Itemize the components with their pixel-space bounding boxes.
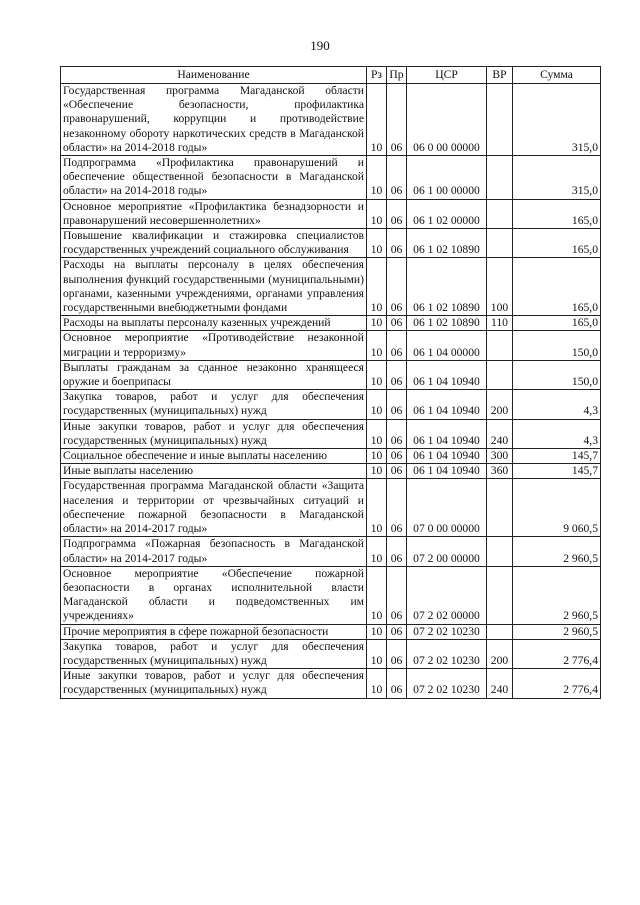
- row-rz: 10: [367, 669, 387, 698]
- row-csr: 06 1 04 10940: [407, 449, 487, 464]
- row-rz: 10: [367, 258, 387, 316]
- row-rz: 10: [367, 229, 387, 258]
- table-header-row: [61, 67, 601, 84]
- row-name: Повышение квалификации и стажировка специалистов государственных учреждений социального обслуживания: [61, 229, 367, 258]
- table-row: [61, 316, 601, 331]
- row-sum: 150,0: [513, 331, 601, 360]
- row-vr: 200: [487, 390, 513, 419]
- row-csr: 06 1 00 00000: [407, 156, 487, 200]
- page-number: 190: [310, 38, 330, 53]
- row-csr: 07 2 02 00000: [407, 566, 487, 624]
- row-name: Иные выплаты населению: [61, 464, 367, 479]
- row-pr: 06: [387, 258, 407, 316]
- row-name: Расходы на выплаты персоналу в целях обеспечения выполнения функций государственными (муниципальными) органами, казенными учреждениями, органами управления государственными внебюджетными фондами: [61, 258, 367, 316]
- row-rz: 10: [367, 566, 387, 624]
- table-row: [61, 229, 601, 258]
- row-pr: 06: [387, 390, 407, 419]
- row-sum: 165,0: [513, 316, 601, 331]
- row-csr: 06 1 02 00000: [407, 199, 487, 228]
- row-csr: 07 0 00 00000: [407, 479, 487, 537]
- table-row: [61, 156, 601, 200]
- row-sum: 165,0: [513, 258, 601, 316]
- row-sum: 9 060,5: [513, 479, 601, 537]
- row-pr: 06: [387, 84, 407, 156]
- row-pr: 06: [387, 624, 407, 639]
- row-sum: 2 960,5: [513, 624, 601, 639]
- row-vr: 360: [487, 464, 513, 479]
- table-row: [61, 258, 601, 316]
- row-name: Выплаты гражданам за сданное незаконно хранящееся оружие и боеприпасы: [61, 360, 367, 389]
- row-vr: [487, 84, 513, 156]
- row-rz: 10: [367, 479, 387, 537]
- table-row: [61, 669, 601, 698]
- row-vr: 110: [487, 316, 513, 331]
- row-pr: 06: [387, 419, 407, 448]
- row-pr: 06: [387, 156, 407, 200]
- table-row: [61, 464, 601, 479]
- row-pr: 06: [387, 316, 407, 331]
- header-sum: Сумма: [513, 67, 601, 84]
- row-vr: [487, 199, 513, 228]
- row-name: Прочие мероприятия в сфере пожарной безопасности: [61, 624, 367, 639]
- row-rz: 10: [367, 419, 387, 448]
- row-vr: [487, 624, 513, 639]
- row-csr: 06 1 02 10890: [407, 258, 487, 316]
- table-row: [61, 566, 601, 624]
- row-name: Основное мероприятие «Профилактика безнадзорности и правонарушений несовершеннолетних»: [61, 199, 367, 228]
- row-name: Социальное обеспечение и иные выплаты населению: [61, 449, 367, 464]
- table-row: [61, 624, 601, 639]
- row-rz: 10: [367, 464, 387, 479]
- row-pr: 06: [387, 331, 407, 360]
- table-row: [61, 199, 601, 228]
- header-name: Наименование: [61, 67, 367, 84]
- row-csr: 06 1 04 10940: [407, 390, 487, 419]
- row-name: Закупка товаров, работ и услуг для обеспечения государственных (муниципальных) нужд: [61, 390, 367, 419]
- row-csr: 06 1 04 10940: [407, 419, 487, 448]
- row-name: Расходы на выплаты персоналу казенных учреждений: [61, 316, 367, 331]
- row-vr: [487, 537, 513, 566]
- table-row: [61, 419, 601, 448]
- row-vr: [487, 360, 513, 389]
- row-csr: 07 2 00 00000: [407, 537, 487, 566]
- row-sum: 315,0: [513, 156, 601, 200]
- row-vr: 300: [487, 449, 513, 464]
- row-rz: 10: [367, 316, 387, 331]
- table-row: [61, 639, 601, 668]
- row-sum: 145,7: [513, 464, 601, 479]
- row-pr: 06: [387, 479, 407, 537]
- row-pr: 06: [387, 229, 407, 258]
- row-rz: 10: [367, 624, 387, 639]
- row-rz: 10: [367, 331, 387, 360]
- row-csr: 06 1 02 10890: [407, 229, 487, 258]
- row-name: Основное мероприятие «Противодействие незаконной миграции и терроризму»: [61, 331, 367, 360]
- row-rz: 10: [367, 199, 387, 228]
- row-rz: 10: [367, 537, 387, 566]
- table-row: [61, 537, 601, 566]
- row-rz: 10: [367, 449, 387, 464]
- row-pr: 06: [387, 360, 407, 389]
- row-csr: 07 2 02 10230: [407, 669, 487, 698]
- row-vr: [487, 229, 513, 258]
- row-pr: 06: [387, 464, 407, 479]
- row-sum: 2 960,5: [513, 566, 601, 624]
- table-row: [61, 331, 601, 360]
- row-csr: 06 1 04 00000: [407, 331, 487, 360]
- row-sum: 4,3: [513, 390, 601, 419]
- row-pr: 06: [387, 537, 407, 566]
- row-name: Иные закупки товаров, работ и услуг для обеспечения государственных (муниципальных) нужд: [61, 419, 367, 448]
- header-vr: ВР: [487, 67, 513, 84]
- row-sum: 315,0: [513, 84, 601, 156]
- row-rz: 10: [367, 639, 387, 668]
- row-rz: 10: [367, 156, 387, 200]
- row-vr: 200: [487, 639, 513, 668]
- row-name: Иные закупки товаров, работ и услуг для обеспечения государственных (муниципальных) нужд: [61, 669, 367, 698]
- row-rz: 10: [367, 360, 387, 389]
- row-sum: 145,7: [513, 449, 601, 464]
- table-row: [61, 449, 601, 464]
- row-name: Основное мероприятие «Обеспечение пожарной безопасности в органах исполнительной власти Магаданской области и подведомственных им учреждениях»: [61, 566, 367, 624]
- header-rz: Рз: [367, 67, 387, 84]
- row-sum: 165,0: [513, 199, 601, 228]
- row-csr: 06 1 04 10940: [407, 464, 487, 479]
- row-vr: [487, 479, 513, 537]
- row-vr: [487, 566, 513, 624]
- row-pr: 06: [387, 566, 407, 624]
- row-vr: 240: [487, 419, 513, 448]
- header-pr: Пр: [387, 67, 407, 84]
- row-pr: 06: [387, 449, 407, 464]
- table-row: [61, 479, 601, 537]
- row-sum: 2 776,4: [513, 669, 601, 698]
- row-csr: 07 2 02 10230: [407, 639, 487, 668]
- row-sum: 150,0: [513, 360, 601, 389]
- row-sum: 165,0: [513, 229, 601, 258]
- table-row: [61, 360, 601, 389]
- row-vr: 240: [487, 669, 513, 698]
- row-name: Подпрограмма «Профилактика правонарушений и обеспечение общественной безопасности в Магаданской области» на 2014-2018 годы»: [61, 156, 367, 200]
- row-name: Закупка товаров, работ и услуг для обеспечения государственных (муниципальных) нужд: [61, 639, 367, 668]
- row-sum: 2 776,4: [513, 639, 601, 668]
- row-vr: 100: [487, 258, 513, 316]
- table-row: [61, 390, 601, 419]
- row-pr: 06: [387, 639, 407, 668]
- row-vr: [487, 156, 513, 200]
- row-rz: 10: [367, 390, 387, 419]
- row-pr: 06: [387, 199, 407, 228]
- budget-table: [60, 66, 601, 699]
- row-vr: [487, 331, 513, 360]
- row-sum: 2 960,5: [513, 537, 601, 566]
- row-rz: 10: [367, 84, 387, 156]
- table-row: [61, 84, 601, 156]
- row-name: Государственная программа Магаданской области «Обеспечение безопасности, профилактика правонарушений, коррупции и противодействие незаконному обороту наркотических средств в Магаданской области» на 2014-2018 годы»: [61, 84, 367, 156]
- row-sum: 4,3: [513, 419, 601, 448]
- row-pr: 06: [387, 669, 407, 698]
- header-csr: ЦСР: [407, 67, 487, 84]
- row-csr: 06 0 00 00000: [407, 84, 487, 156]
- row-csr: 06 1 02 10890: [407, 316, 487, 331]
- row-name: Подпрограмма «Пожарная безопасность в Магаданской области» на 2014-2017 годы»: [61, 537, 367, 566]
- row-name: Государственная программа Магаданской области «Защита населения и территории от чрезвычайных ситуаций и обеспечение пожарной безопасности в Магаданской области» на 2014-2017 годы»: [61, 479, 367, 537]
- row-csr: 06 1 04 10940: [407, 360, 487, 389]
- row-csr: 07 2 02 10230: [407, 624, 487, 639]
